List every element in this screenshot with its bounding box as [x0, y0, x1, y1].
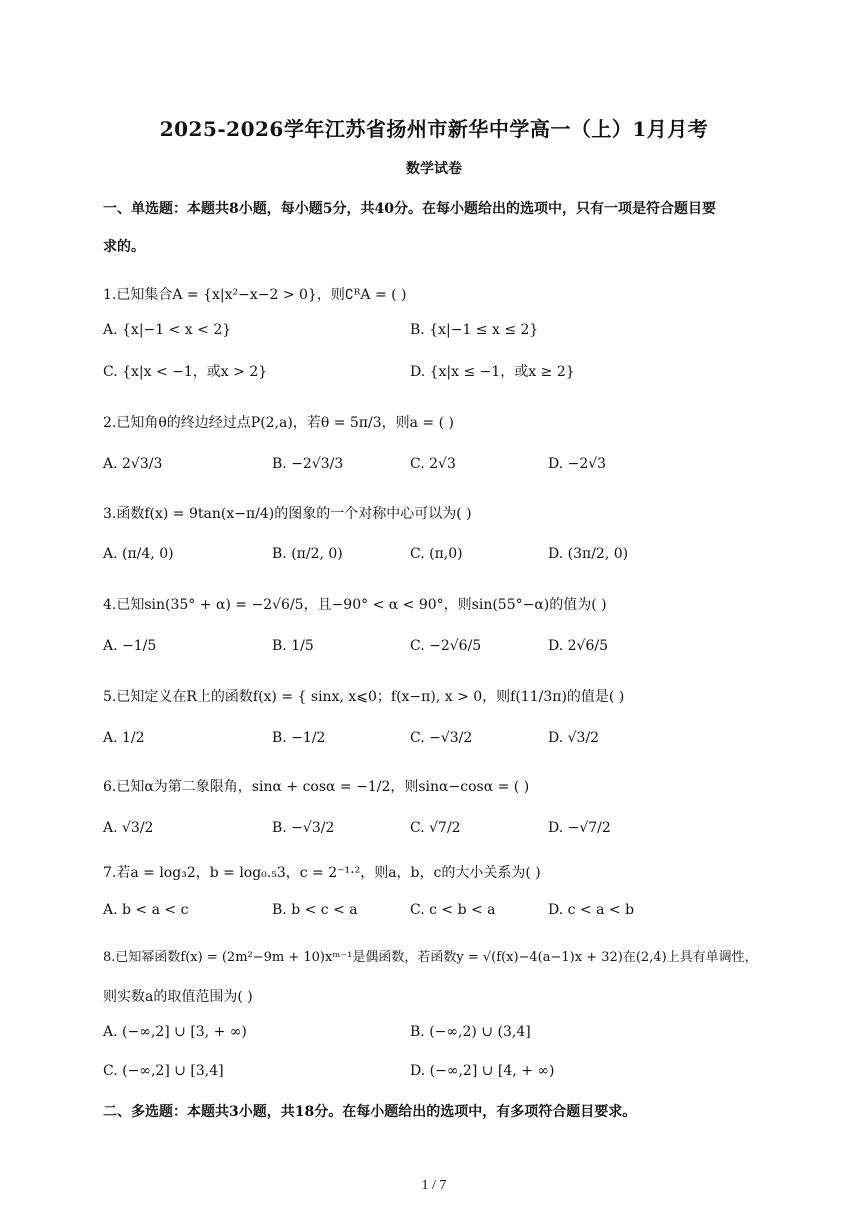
question-5-option-b: B. −1/2	[272, 730, 326, 746]
page-title: 2025-2026学年江苏省扬州市新华中学高一（上）1月月考	[159, 117, 709, 141]
question-8-option-b: B. (−∞,2) ∪ (3,4]	[410, 1024, 531, 1040]
question-6-option-b: B. −√3/2	[272, 820, 335, 836]
question-4-stem: 4.已知sin(35° + α) = −2√6/5，且−90° < α < 90°，则sin(55°−α)的值为( )	[103, 597, 607, 613]
question-3-option-b: B. (π/2, 0)	[272, 546, 343, 562]
question-8-option-a: A. (−∞,2] ∪ [3, + ∞)	[103, 1024, 247, 1040]
question-7-option-d: D. c < a < b	[548, 902, 635, 918]
question-6-stem: 6.已知α为第二象限角，sinα + cosα = −1/2，则sinα−cosα = ( )	[103, 779, 530, 795]
question-4-option-b: B. 1/5	[272, 638, 314, 654]
question-2-stem: 2.已知角θ的终边经过点P(2,a)，若θ = 5π/3，则a = ( )	[103, 415, 454, 431]
question-5-option-c: C. −√3/2	[410, 730, 473, 746]
question-2-option-a: A. 2√3/3	[103, 456, 163, 472]
question-7-stem: 7.若a = log₃2，b = log₀.₅3，c = 2⁻¹·²，则a，b，c的大小关系为( )	[103, 865, 541, 881]
question-8-option-d: D. (−∞,2] ∪ [4, + ∞)	[410, 1063, 555, 1079]
question-1-option-a: A. {x|−1 < x < 2}	[103, 322, 232, 338]
question-1-stem: 1.已知集合A = {x|x²−x−2 > 0}，则∁ᴿA = ( )	[103, 287, 407, 303]
question-5-stem: 5.已知定义在R上的函数f(x) = { sinx, x⩽0；f(x−π), x > 0，则f(11/3π)的值是( )	[103, 689, 625, 705]
page-subtitle: 数学试卷	[406, 161, 462, 177]
question-7-option-c: C. c < b < a	[410, 902, 496, 918]
question-4-option-c: C. −2√6/5	[410, 638, 482, 654]
question-3-option-a: A. (π/4, 0)	[103, 546, 174, 562]
section1-heading-cont: 求的。	[103, 239, 145, 255]
question-3-stem: 3.函数f(x) = 9tan(x−π/4)的图象的一个对称中心可以为( )	[103, 506, 472, 522]
question-6-option-c: C. √7/2	[410, 820, 461, 836]
question-3-option-c: C. (π,0)	[410, 546, 463, 562]
page-number: 1 / 7	[421, 1178, 447, 1193]
question-6-option-a: A. √3/2	[103, 820, 154, 836]
question-5-option-d: D. √3/2	[548, 730, 600, 746]
question-5-option-a: A. 1/2	[103, 730, 145, 746]
question-7-option-a: A. b < a < c	[103, 902, 189, 918]
question-2-option-c: C. 2√3	[410, 456, 456, 472]
question-1-option-c: C. {x|x < −1，或x > 2}	[103, 364, 268, 380]
question-3-option-d: D. (3π/2, 0)	[548, 546, 629, 562]
question-4-option-a: A. −1/5	[103, 638, 157, 654]
section1-heading: 一、单选题：本题共8小题，每小题5分，共40分。在每小题给出的选项中，只有一项是符合题目要	[103, 201, 716, 217]
question-1-option-d: D. {x|x ≤ −1，或x ≥ 2}	[410, 364, 575, 380]
section2-heading: 二、多选题：本题共3小题，共18分。在每小题给出的选项中，有多项符合题目要求。	[103, 1104, 637, 1120]
question-2-option-b: B. −2√3/3	[272, 456, 344, 472]
question-2-option-d: D. −2√3	[548, 456, 607, 472]
question-8-option-c: C. (−∞,2] ∪ [3,4]	[103, 1063, 224, 1079]
question-8-stem: 8.已知幂函数f(x) = (2m²−9m + 10)xᵐ⁻¹是偶函数，若函数y = √(f(x)−4(a−1)x + 32)在(2,4)上具有单调性，	[103, 950, 758, 965]
question-1-option-b: B. {x|−1 ≤ x ≤ 2}	[410, 322, 539, 338]
question-7-option-b: B. b < c < a	[272, 902, 358, 918]
question-6-option-d: D. −√7/2	[548, 820, 611, 836]
question-8-stem-cont: 则实数a的取值范围为( )	[103, 989, 253, 1005]
question-4-option-d: D. 2√6/5	[548, 638, 608, 654]
